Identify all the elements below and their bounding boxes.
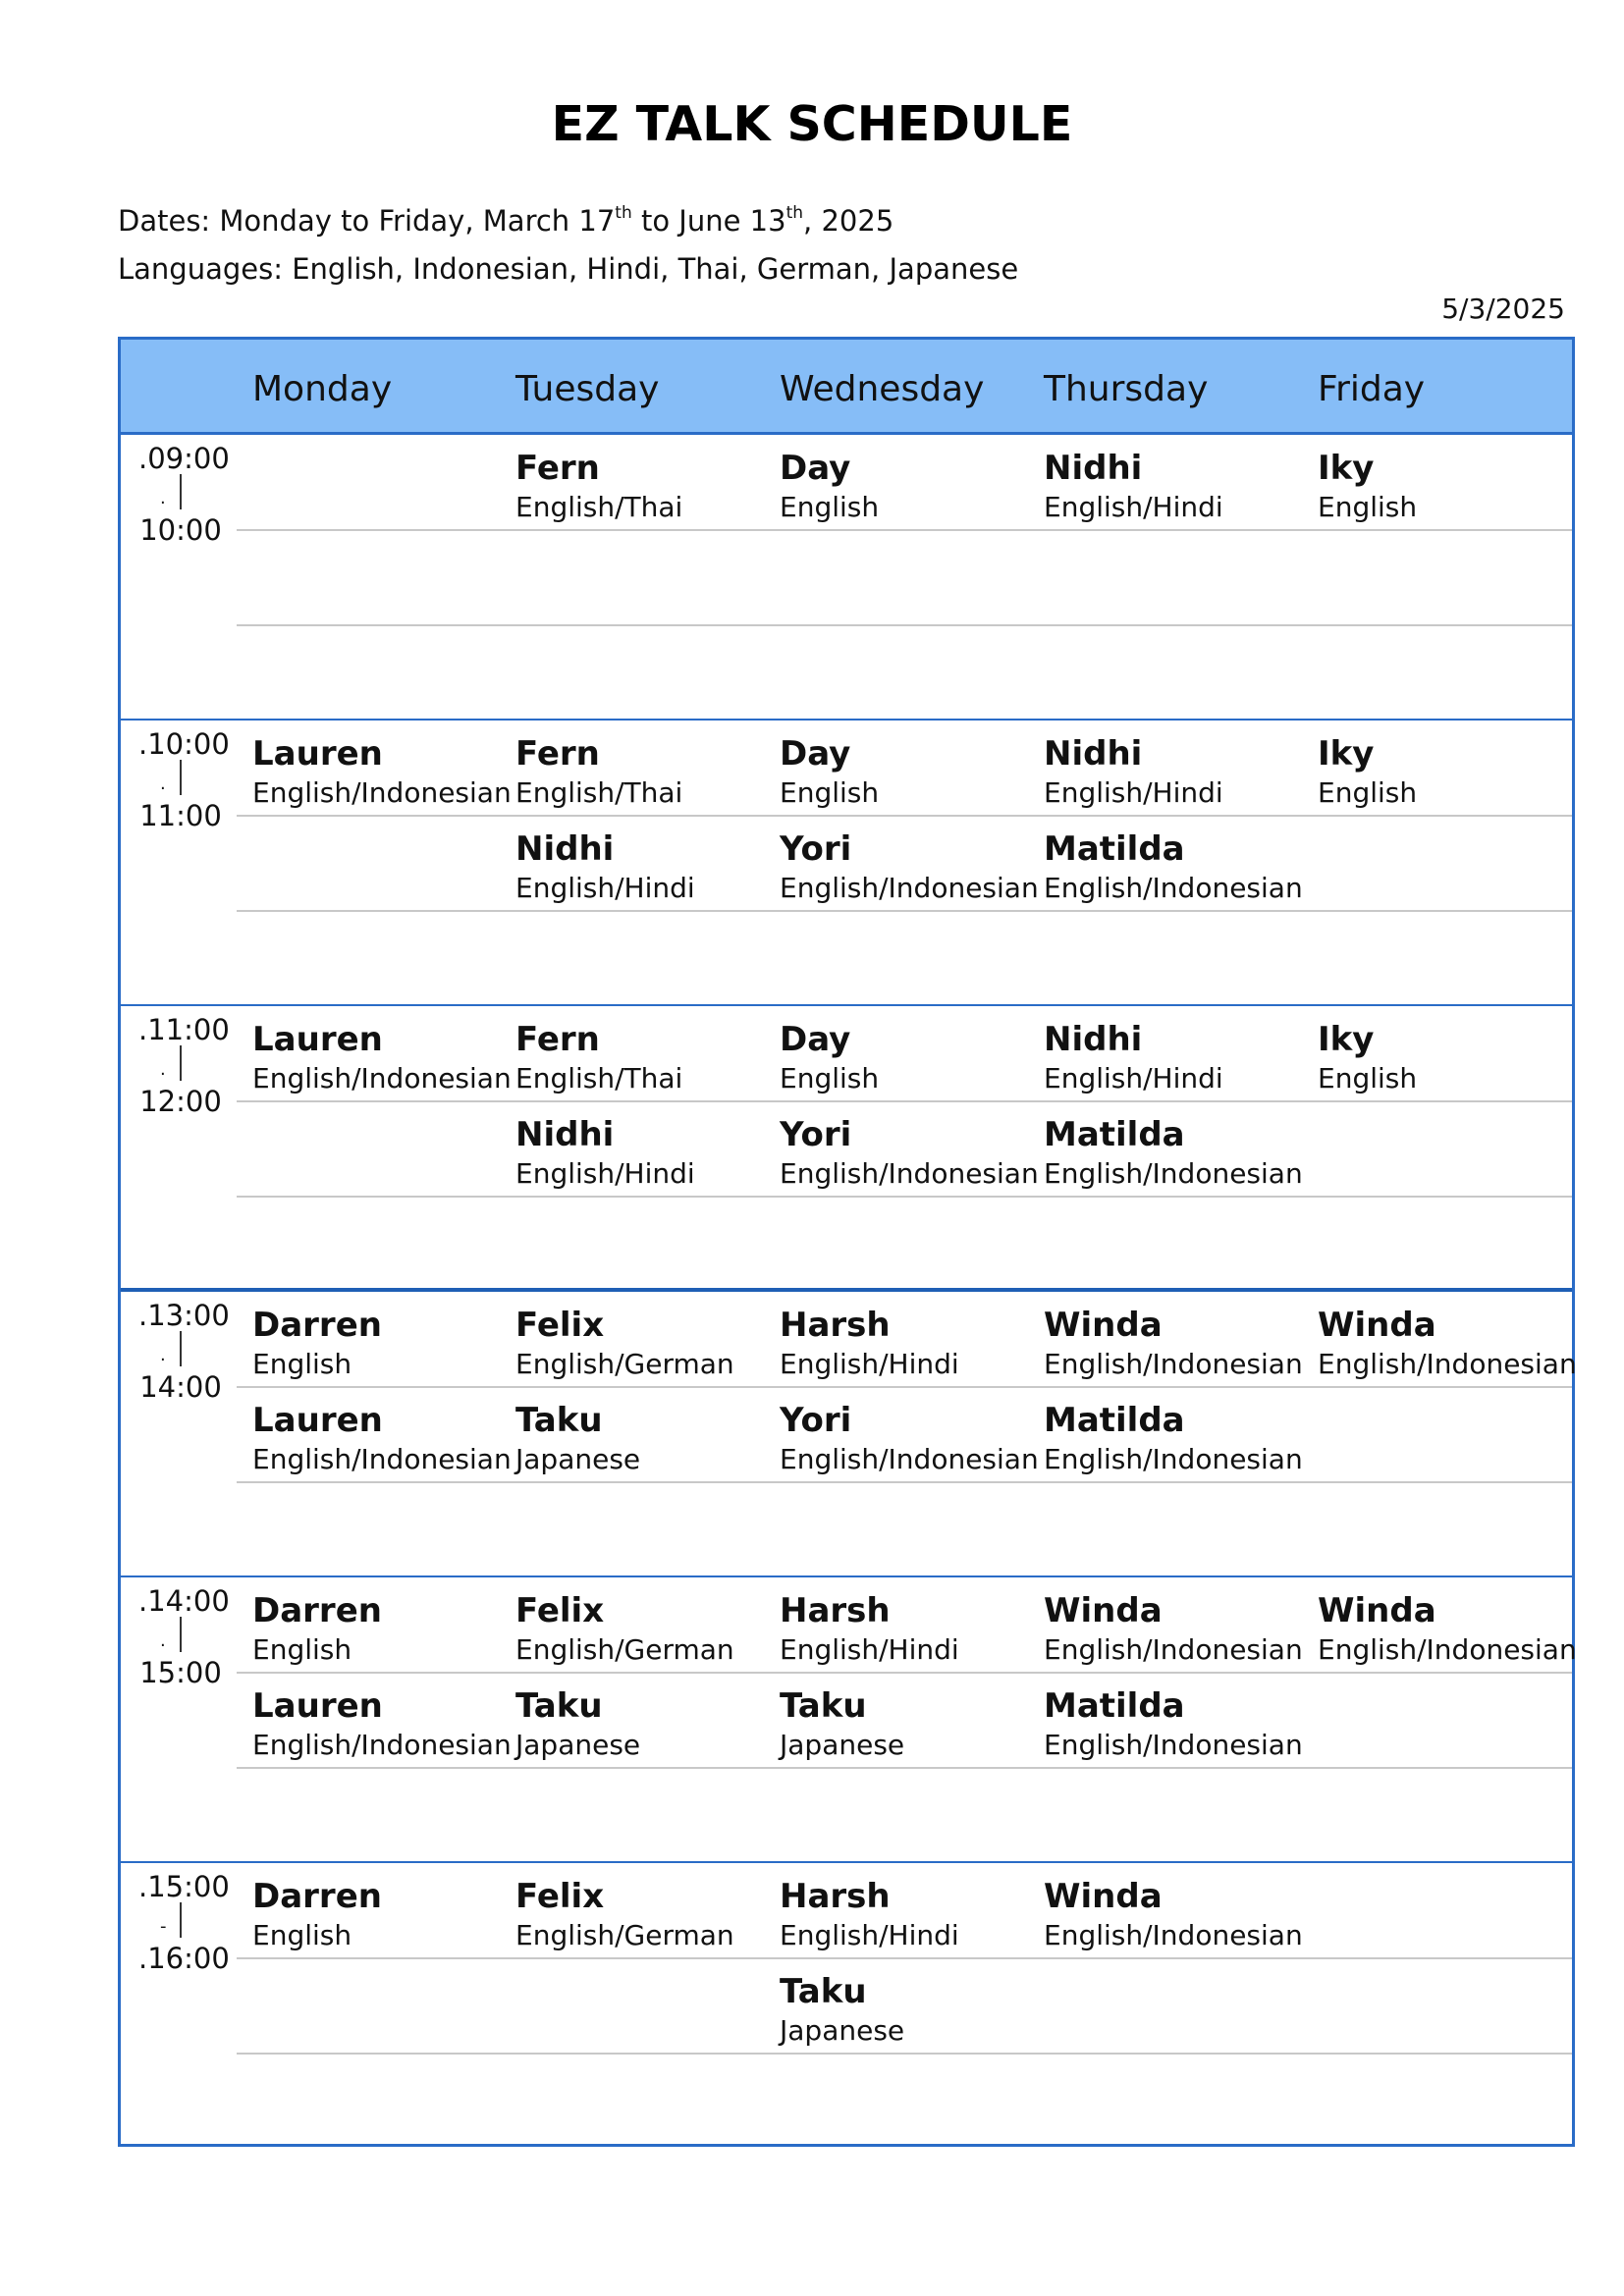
tutor-name: Harsh [780, 1306, 891, 1345]
tutor-name: Lauren [252, 1020, 383, 1059]
day-header-monday: Monday [252, 369, 393, 409]
day-header-thursday: Thursday [1044, 369, 1209, 409]
tutor-entry [1044, 1308, 1303, 1378]
row-divider [237, 1767, 1572, 1769]
tutor-entry [1044, 1686, 1303, 1761]
tutor-languages: English [1318, 776, 1418, 809]
slot-start-time: .14:00 [138, 1584, 230, 1618]
row-divider [237, 529, 1572, 531]
tutor-name: Lauren [252, 734, 383, 774]
tutor-name: Fern [515, 449, 600, 488]
tutor-entry [1044, 1401, 1303, 1475]
time-slot [121, 1006, 1572, 1292]
tutor-entry [515, 1308, 734, 1378]
tutor-languages: English/Indonesian [1318, 1633, 1577, 1666]
tutor-languages: Japanese [515, 1729, 641, 1761]
tutor-languages: English/Indonesian [780, 872, 1039, 904]
tutor-entry [780, 1972, 905, 2047]
tutor-name: Felix [515, 1877, 605, 1916]
tutor-name: Day [780, 1020, 851, 1059]
tutor-languages: English/Indonesian [252, 1729, 512, 1761]
day-header-wednesday: Wednesday [780, 369, 985, 409]
tutor-name: Matilda [1044, 1401, 1185, 1440]
tutor-entry [252, 1877, 382, 1951]
tutor-entry [515, 1686, 641, 1761]
time-slot [121, 721, 1572, 1006]
tutor-name: Taku [780, 1972, 867, 2011]
tutor-name: Day [780, 734, 851, 774]
slot-time-bar [180, 760, 182, 795]
dates-line [118, 204, 893, 238]
languages-line: Languages: English, Indonesian, Hindi, Thai, German, Japanese [118, 252, 1019, 286]
tutor-languages: Japanese [780, 2014, 905, 2047]
tutor-entry [780, 734, 880, 809]
tutor-languages: English [252, 1633, 352, 1666]
schedule-table [118, 337, 1575, 2147]
tutor-languages: English/Indonesian [780, 1157, 1039, 1190]
tutor-languages: English/Hindi [1044, 1062, 1223, 1095]
slot-start-time: .10:00 [138, 727, 230, 761]
tutor-entry [252, 1591, 382, 1666]
row-divider [237, 1957, 1572, 1959]
tutor-languages: English/Hindi [1044, 491, 1223, 523]
dates-suffix: , 2025 [803, 204, 894, 238]
tutor-name: Fern [515, 734, 600, 774]
tutor-name: Yori [780, 1115, 852, 1154]
tutor-entry [515, 734, 683, 809]
tutor-languages: English [780, 776, 880, 809]
row-divider [237, 1100, 1572, 1102]
tutor-name: Nidhi [1044, 1020, 1143, 1059]
tutor-entry [780, 1877, 959, 1951]
slot-end-time: 12:00 [139, 1085, 222, 1118]
dates-sup-1: th [615, 203, 632, 224]
tutor-name: Yori [780, 1401, 852, 1440]
tutor-entry [1044, 1877, 1303, 1951]
slot-end-time: .16:00 [138, 1942, 230, 1975]
tutor-name: Nidhi [515, 1115, 615, 1154]
dates-middle: to June 13 [631, 204, 786, 238]
tutor-entry [1044, 829, 1303, 904]
dates-prefix: Dates: Monday to Friday, March 17 [118, 204, 616, 238]
tutor-languages: English/Hindi [515, 1157, 695, 1190]
slot-start-time: .15:00 [138, 1870, 230, 1903]
tutor-languages: English/Indonesian [252, 1443, 512, 1475]
tutor-entry [515, 1020, 683, 1095]
tutor-entry [252, 734, 512, 809]
tutor-name: Darren [252, 1591, 382, 1630]
tutor-languages: English/German [515, 1348, 734, 1380]
tutor-entry [1318, 1308, 1577, 1378]
slot-time-separator: - [160, 1916, 167, 1937]
tutor-name: Darren [252, 1306, 382, 1345]
tutor-languages: English/Indonesian [1044, 872, 1303, 904]
tutor-languages: English/Indonesian [1044, 1157, 1303, 1190]
tutor-entry [780, 1591, 959, 1666]
slot-end-time: 15:00 [139, 1656, 222, 1689]
slot-time-bar [180, 1902, 182, 1938]
tutor-entry [515, 1115, 695, 1190]
tutor-languages: English/Indonesian [1044, 1919, 1303, 1951]
tutor-entry [1044, 1115, 1303, 1190]
tutor-languages: English/Hindi [1044, 776, 1223, 809]
tutor-name: Felix [515, 1306, 605, 1345]
tutor-name: Winda [1318, 1306, 1436, 1345]
tutor-name: Taku [515, 1401, 603, 1440]
tutor-entry [1318, 734, 1418, 809]
time-slot [121, 1292, 1577, 1577]
slot-end-time: 10:00 [139, 513, 222, 547]
tutor-name: Matilda [1044, 829, 1185, 869]
time-slot [121, 435, 1572, 721]
tutor-name: Taku [515, 1686, 603, 1726]
row-divider [237, 1481, 1572, 1483]
tutor-entry [780, 1115, 1039, 1190]
slot-start-time: .11:00 [138, 1013, 230, 1046]
tutor-entry [1044, 449, 1223, 523]
tutor-languages: English/Indonesian [1044, 1443, 1303, 1475]
updated-date: 5/3/2025 [1441, 293, 1565, 325]
time-slot [121, 1577, 1577, 1863]
day-header-tuesday: Tuesday [515, 369, 660, 409]
tutor-name: Nidhi [515, 829, 615, 869]
tutor-name: Harsh [780, 1877, 891, 1916]
tutor-entry [515, 449, 683, 523]
slot-end-time: 14:00 [139, 1370, 222, 1404]
tutor-entry [780, 1401, 1039, 1475]
slot-time-separator: . [160, 1345, 166, 1365]
slot-time-bar [180, 1331, 182, 1366]
tutor-name: Harsh [780, 1591, 891, 1630]
slot-time-separator: . [160, 1059, 166, 1080]
slot-time-separator: . [160, 1630, 166, 1651]
slot-time-bar [180, 474, 182, 509]
tutor-languages: English/Indonesian [780, 1443, 1039, 1475]
tutor-name: Winda [1044, 1877, 1163, 1916]
tutor-name: Winda [1318, 1591, 1436, 1630]
tutor-entry [780, 829, 1039, 904]
tutor-name: Felix [515, 1591, 605, 1630]
tutor-entry [1318, 1020, 1418, 1095]
tutor-entry [1044, 1020, 1223, 1095]
tutor-name: Taku [780, 1686, 867, 1726]
tutor-name: Iky [1318, 1020, 1375, 1059]
row-divider [237, 910, 1572, 912]
tutor-entry [1318, 449, 1418, 523]
tutor-languages: Japanese [780, 1729, 905, 1761]
tutor-entry [1044, 734, 1223, 809]
tutor-name: Yori [780, 829, 852, 869]
tutor-entry [780, 1020, 880, 1095]
time-slot [121, 1863, 1572, 2149]
row-divider [237, 1196, 1572, 1198]
tutor-name: Matilda [1044, 1686, 1185, 1726]
row-divider [237, 2053, 1572, 2055]
tutor-entry [780, 1686, 905, 1761]
tutor-name: Lauren [252, 1686, 383, 1726]
tutor-name: Darren [252, 1877, 382, 1916]
tutor-languages: English [780, 491, 880, 523]
tutor-name: Nidhi [1044, 449, 1143, 488]
tutor-languages: English/Thai [515, 1062, 683, 1095]
tutor-languages: English/Hindi [780, 1348, 959, 1380]
tutor-languages: English [252, 1348, 352, 1380]
tutor-languages: English/Hindi [515, 872, 695, 904]
tutor-name: Matilda [1044, 1115, 1185, 1154]
tutor-entry [515, 1877, 734, 1951]
tutor-entry [252, 1686, 512, 1761]
tutor-languages: English [780, 1062, 880, 1095]
tutor-entry [515, 829, 695, 904]
tutor-entry [780, 449, 880, 523]
tutor-languages: English [252, 1919, 352, 1951]
tutor-name: Lauren [252, 1401, 383, 1440]
slot-time-separator: . [160, 488, 166, 508]
row-divider [237, 1672, 1572, 1674]
tutor-languages: English [1318, 1062, 1418, 1095]
tutor-name: Winda [1044, 1306, 1163, 1345]
row-divider [237, 1386, 1572, 1388]
slot-start-time: .09:00 [138, 442, 230, 475]
tutor-entry [252, 1401, 512, 1475]
row-divider [237, 815, 1572, 817]
tutor-languages: English/Indonesian [1318, 1348, 1577, 1380]
row-divider [237, 624, 1572, 626]
tutor-entry [515, 1401, 641, 1475]
slot-time-separator: . [160, 774, 166, 794]
dates-sup-2: th [785, 203, 804, 224]
tutor-languages: English/Hindi [780, 1633, 959, 1666]
page-title: EZ TALK SCHEDULE [551, 96, 1073, 152]
tutor-languages: English/Hindi [780, 1919, 959, 1951]
tutor-languages: English/German [515, 1919, 734, 1951]
slot-time-bar [180, 1617, 182, 1652]
tutor-entry [780, 1308, 959, 1378]
tutor-name: Fern [515, 1020, 600, 1059]
header-row [121, 340, 1572, 435]
tutor-entry [515, 1591, 734, 1666]
tutor-entry [252, 1020, 512, 1095]
slot-start-time: .13:00 [138, 1299, 230, 1332]
tutor-name: Winda [1044, 1591, 1163, 1630]
tutor-name: Iky [1318, 449, 1375, 488]
tutor-languages: English/Indonesian [1044, 1633, 1303, 1666]
tutor-languages: English/Indonesian [252, 1062, 512, 1095]
slot-end-time: 11:00 [139, 799, 222, 832]
tutor-name: Nidhi [1044, 734, 1143, 774]
tutor-languages: English [1318, 491, 1418, 523]
tutor-languages: English/German [515, 1633, 734, 1666]
tutor-languages: Japanese [515, 1443, 641, 1475]
slot-time-bar [180, 1045, 182, 1081]
tutor-entry [1318, 1591, 1577, 1666]
tutor-name: Day [780, 449, 851, 488]
tutor-languages: English/Thai [515, 491, 683, 523]
tutor-languages: English/Indonesian [252, 776, 512, 809]
tutor-entry [1044, 1591, 1303, 1666]
tutor-name: Iky [1318, 734, 1375, 774]
day-header-friday: Friday [1318, 369, 1426, 409]
tutor-languages: English/Indonesian [1044, 1729, 1303, 1761]
tutor-languages: English/Thai [515, 776, 683, 809]
tutor-languages: English/Indonesian [1044, 1348, 1303, 1380]
tutor-entry [252, 1308, 382, 1378]
